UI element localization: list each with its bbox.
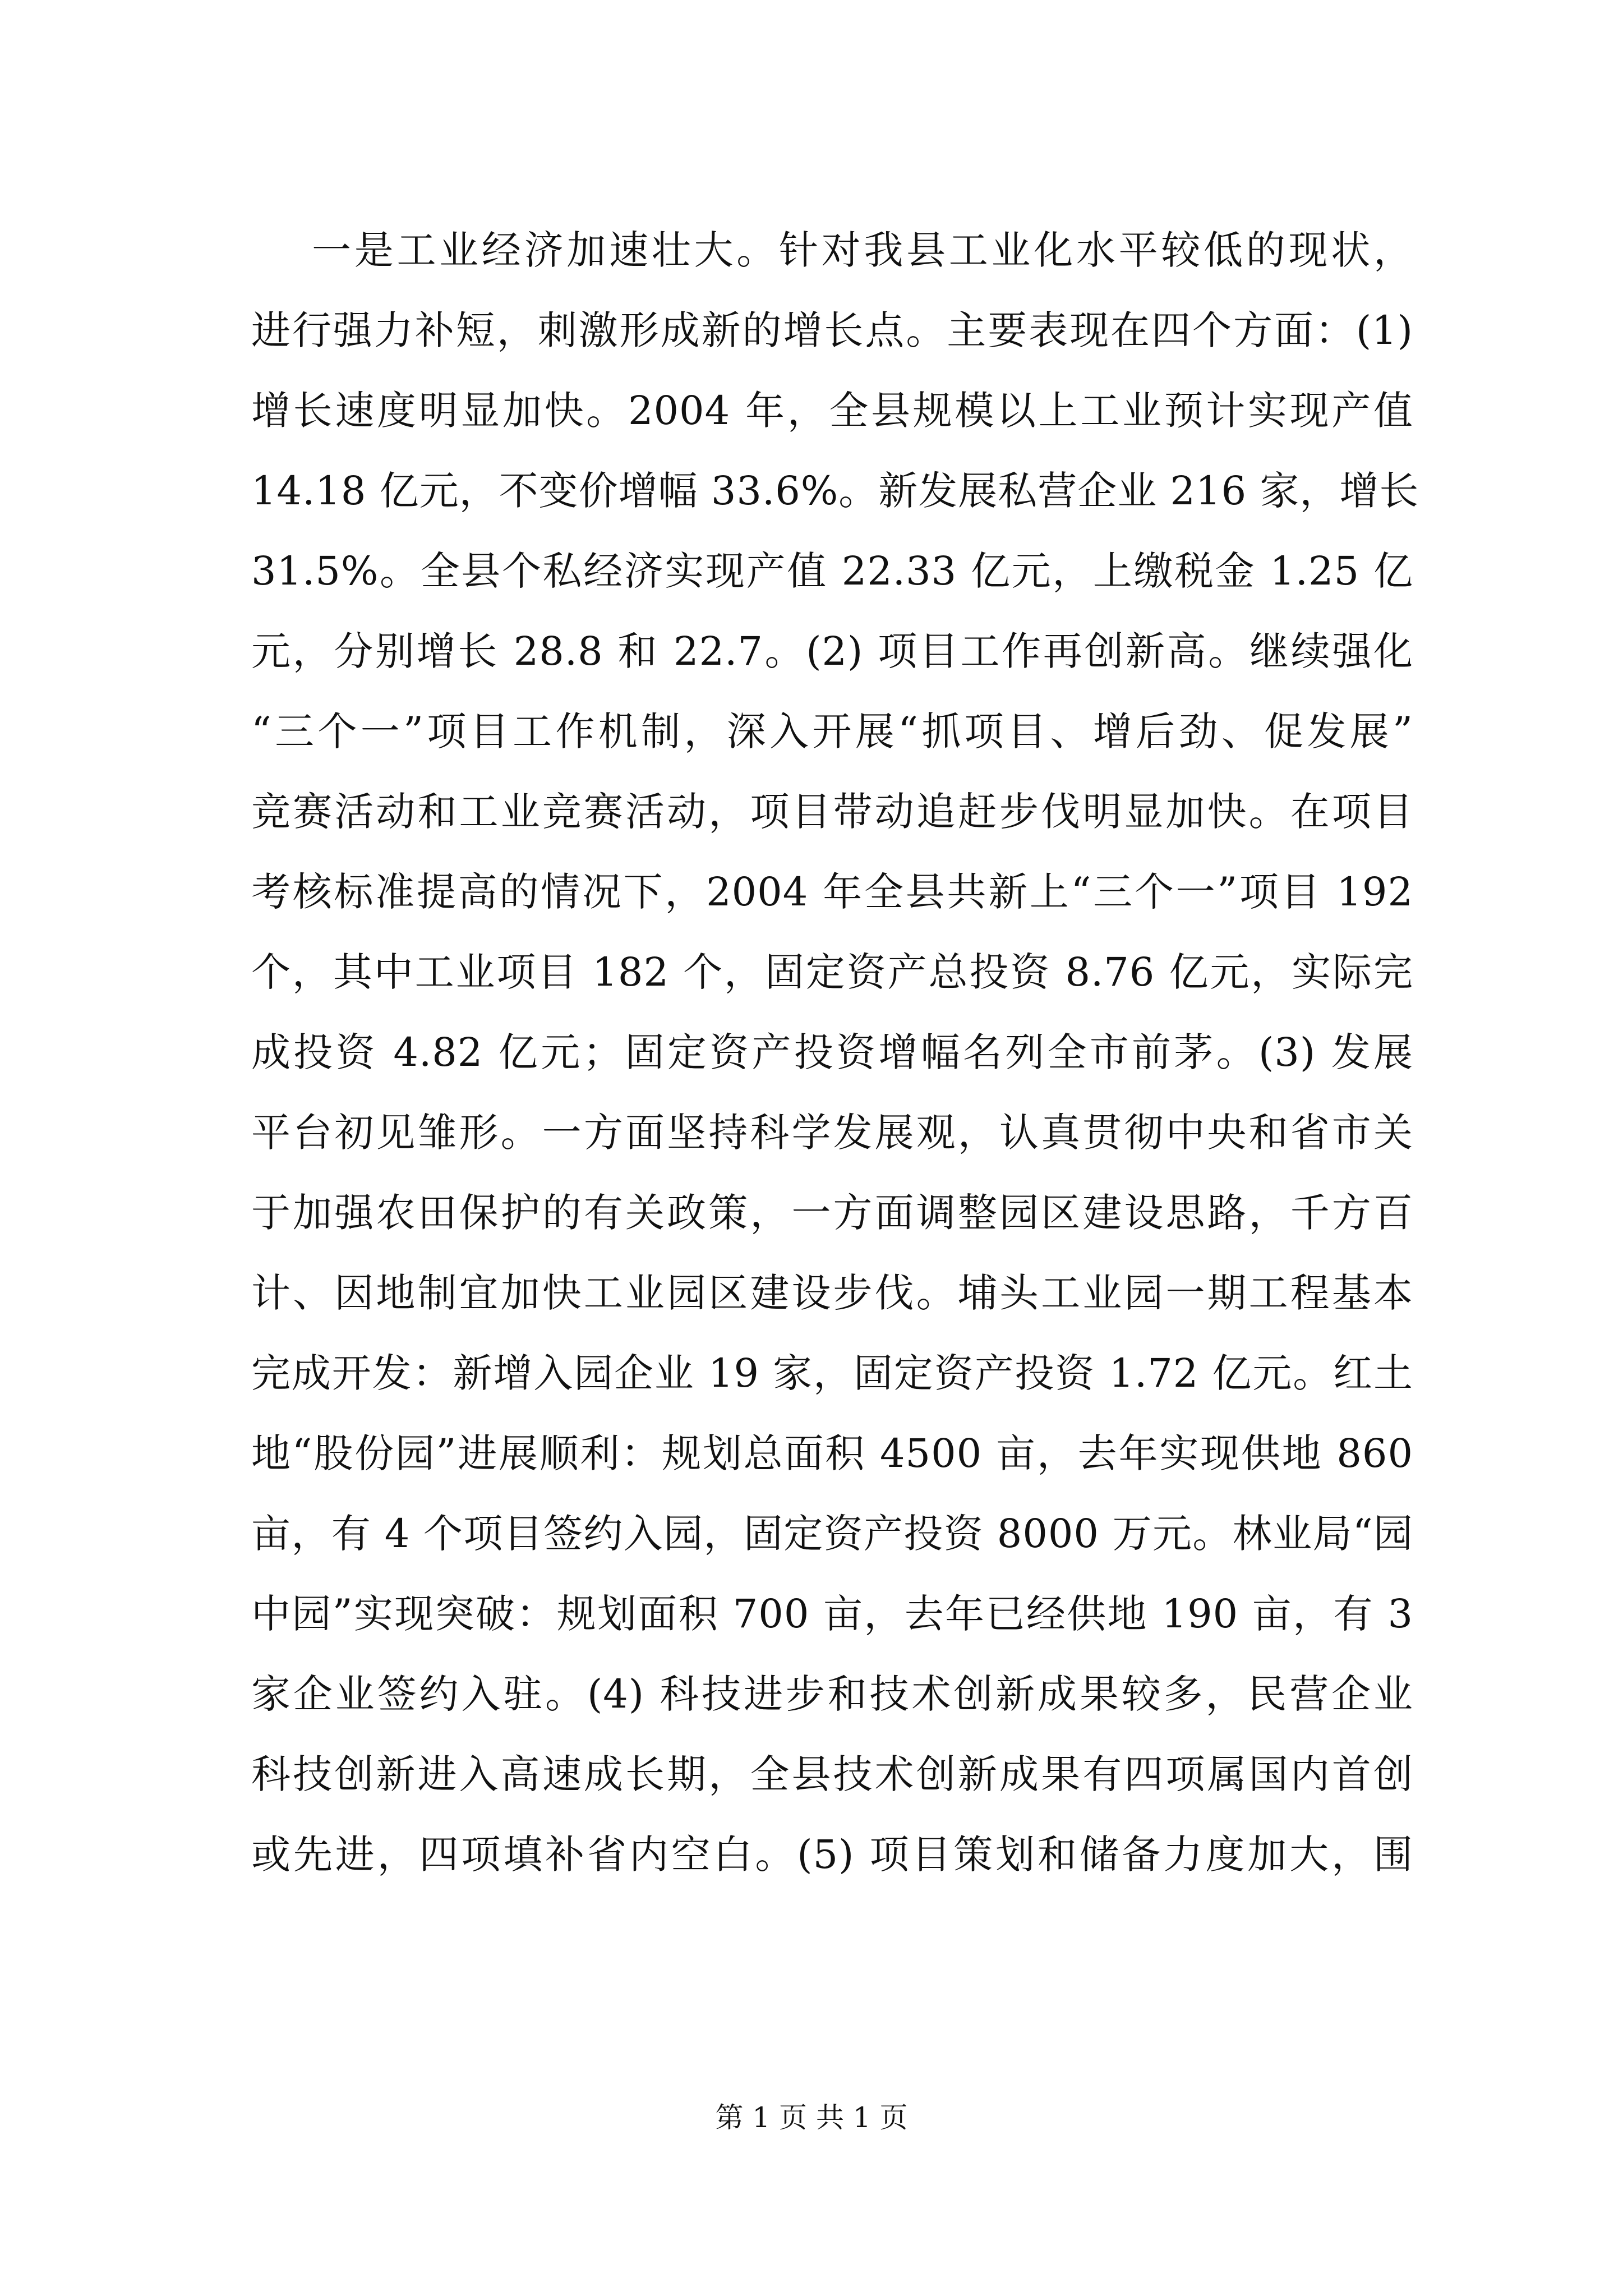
- text-line: 14.18 亿元，不变价增幅 33.6%。新发展私营企业 216 家，增长: [251, 468, 1419, 514]
- text-line: 地“股份园”进展顺利：规划总面积 4500 亩，去年实现供地 860: [251, 1430, 1413, 1476]
- text-line: “三个一”项目工作机制，深入开展“抓项目、增后劲、促发展”: [251, 708, 1413, 754]
- page-footer: [0, 2098, 1623, 2137]
- text-line: 一是工业经济加速壮大。针对我县工业化水平较低的现状，: [312, 227, 1413, 273]
- page-number: 第 1 页 共 1 页: [715, 2101, 908, 2134]
- text-line: 进行强力补短，刺激形成新的增长点。主要表现在四个方面：(1): [251, 307, 1413, 353]
- text-line: 或先进，四项填补省内空白。(5) 项目策划和储备力度加大，围: [251, 1832, 1413, 1878]
- body-paragraph: [251, 210, 1419, 1895]
- text-line: 增长速度明显加快。2004 年，全县规模以上工业预计实现产值: [251, 388, 1413, 434]
- text-line: 科技创新进入高速成长期，全县技术创新成果有四项属国内首创: [251, 1751, 1413, 1797]
- text-line: 31.5%。全县个私经济实现产值 22.33 亿元，上缴税金 1.25 亿: [251, 548, 1413, 594]
- text-line: 亩，有 4 个项目签约入园，固定资产投资 8000 万元。林业局“园: [251, 1511, 1413, 1557]
- text-line: 平台初见雏形。一方面坚持科学发展观，认真贯彻中央和省市关: [251, 1110, 1413, 1156]
- text-line: 计、因地制宜加快工业园区建设步伐。埔头工业园一期工程基本: [251, 1270, 1413, 1316]
- text-line: 个，其中工业项目 182 个，固定资产总投资 8.76 亿元，实际完: [251, 949, 1413, 995]
- text-line: 竞赛活动和工业竞赛活动，项目带动追赶步伐明显加快。在项目: [251, 789, 1413, 835]
- text-line: 中园”实现突破：规划面积 700 亩，去年已经供地 190 亩，有 3: [251, 1591, 1413, 1637]
- text-line: 元，分别增长 28.8 和 22.7。(2) 项目工作再创新高。继续强化: [251, 628, 1413, 674]
- text-line: 考核标准提高的情况下，2004 年全县共新上“三个一”项目 192: [251, 869, 1413, 915]
- text-line: 完成开发：新增入园企业 19 家，固定资产投资 1.72 亿元。红土: [251, 1350, 1413, 1396]
- text-line: 家企业签约入驻。(4) 科技进步和技术创新成果较多，民营企业: [251, 1671, 1413, 1717]
- text-line: 于加强农田保护的有关政策，一方面调整园区建设思路，千方百: [251, 1190, 1413, 1236]
- text-line: 成投资 4.82 亿元；固定资产投资增幅名列全市前茅。(3) 发展: [251, 1029, 1413, 1075]
